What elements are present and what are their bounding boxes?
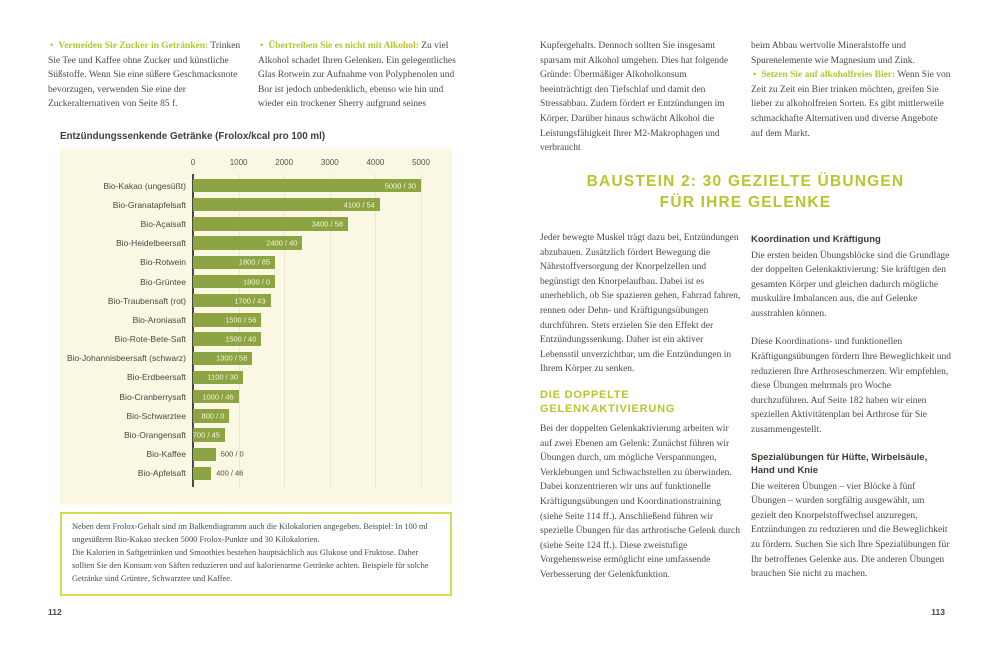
subsection-heading: Spezialübungen für Hüfte, Wirbelsäule, Hand und Knie [751, 451, 928, 477]
bar [193, 217, 348, 230]
bar-row [60, 176, 452, 195]
bar-value-label: 5000 / 30 [384, 181, 416, 191]
bar [193, 294, 271, 307]
bar-row [60, 234, 452, 253]
right-column-2-top [751, 39, 951, 141]
bar-track [193, 390, 452, 403]
bar-track [193, 236, 452, 249]
bar-category-label: Bio-Açaisaft [140, 218, 186, 229]
bar-track [193, 294, 452, 307]
bar-track [193, 332, 452, 345]
page-number-left: 112 [48, 607, 62, 617]
section-heading-line1: BAUSTEIN 2: 30 GEZIELTE ÜBUNGEN [586, 173, 905, 190]
bar-category-label: Bio-Erdbeersaft [126, 372, 186, 383]
bar-track [193, 198, 452, 211]
bar-track [193, 371, 452, 384]
bar-chart [60, 149, 452, 505]
bar-value-label: 1000 / 46 [202, 392, 234, 402]
paragraph: Kupfergehalts. Dennoch sollten Sie insgesamt sparsam mit Alkohol umgehen. Dies hat folgende Gründe: Übermäßiger Alkoholkonsum beeinträchtigt den Tiefschlaf und damit den Stressabbau. Zudem fördert er Entzündungen im Körper. Darüber hinaus schwächt Alkohol die Leistungsfähigkeit Ihrer M2-Makrophagen und verbraucht [540, 41, 729, 154]
bar [193, 448, 244, 461]
section-heading-line2: FÜR IHRE GELENKE [659, 194, 832, 211]
section-heading [540, 171, 951, 213]
bar-value-label: 400 / 46 [216, 468, 244, 478]
bar [193, 409, 229, 422]
bar-category-label: Bio-Traubensaft (rot) [107, 295, 186, 306]
bar-track [193, 179, 452, 192]
bar-row [60, 349, 452, 368]
bar-row [60, 330, 452, 349]
x-axis-ticks [190, 158, 430, 170]
bar-value-label: 1300 / 58 [215, 353, 248, 363]
bar-track [193, 428, 452, 441]
bar-value-label: 1100 / 30 [207, 372, 239, 382]
bar-value-label: 1500 / 56 [225, 315, 257, 325]
bar-category-label: Bio-Rote-Bete-Saft [114, 334, 186, 345]
x-tick-label: 5000 [412, 158, 430, 167]
bar-track [193, 448, 452, 461]
bar-track [193, 409, 452, 422]
bar-category-label: Bio-Grüntee [140, 276, 186, 287]
bar-category-label: Bio-Apfelsaft [137, 468, 186, 479]
bar-row [60, 445, 452, 464]
bar-value-label: 800 / 0 [201, 411, 225, 421]
bar-row [60, 387, 452, 406]
bullet-lead: Setzen Sie auf alkoholfreies Bier: [761, 70, 896, 81]
right-column-1-top [540, 39, 740, 156]
paragraph: Diese Koordinations- und funktionellen Kräftigungsübungen fördern Ihre Beweglichkeit und reduzieren Ihre Arthroseschmerzen. Wir empfehlen, diese Übungen mehrmals pro Woche durchzuführen. Auf Seite 182 haben wir einen speziellen Aktivitätenplan bei Arthrose für Sie zusammengestellt. [751, 337, 951, 436]
bar [193, 236, 302, 249]
bar-value-label: 1500 / 40 [225, 334, 257, 344]
bar [193, 390, 239, 403]
bar [193, 428, 225, 441]
bar [193, 371, 243, 384]
left-column-2 [258, 39, 458, 112]
subsection-heading: Koordination und Kräftigung [751, 234, 881, 245]
footnote-box [60, 512, 452, 596]
bar-category-label: Bio-Heidelbeersaft [116, 238, 186, 249]
footnote-paragraph: Neben dem Frolox-Gehalt sind im Balkendiagramm auch die Kilokalorien angegeben. Beispiel: In 100 ml ungesüßtem Bio-Kakao stecken 5000 Frolox-Punkte und 30 Kilokalorien. [72, 522, 428, 544]
bar [193, 332, 261, 345]
bar-track [193, 217, 452, 230]
x-tick-label: 1000 [229, 158, 248, 167]
bar [193, 275, 275, 288]
chart-title: Entzündungssenkende Getränke (Frolox/kcal pro 100 ml) [60, 131, 326, 142]
bullet-item: • Setzen Sie auf alkoholfreies Bier: Wenn Sie von Zeit zu Zeit ein Bier trinken möchten, greifen Sie lieber zu alkoholfreien Sorten. Es gibt mittlerweile schmackhafte Alternativen und diverse Angebote auf dem Markt. [751, 70, 951, 139]
bar-category-label: Bio-Johannisbeersaft (schwarz) [66, 353, 186, 364]
bar-row [60, 214, 452, 233]
bar [193, 313, 261, 326]
bar-row [60, 310, 452, 329]
paragraph: Die weiteren Übungen – vier Blöcke à fünf Übungen – wurden sorgfältig ausgewählt, um gezielt den Knorpelstoffwechsel anzuregen, Entzündungen zu reduzieren und die Beweglichkeit zu fördern. Suchen Sie sich Ihre Spezialübungen für Ihr betroffenes Gelenke aus. Die anderen Übungen brauchen Sie nicht zu machen. [751, 481, 950, 580]
bar-value-label: 2400 / 40 [266, 238, 298, 248]
paragraph: Die ersten beiden Übungsblöcke sind die Grundlage der doppelten Gelenkaktivierung: Sie kräftigen den gesamten Körper und gleichen dadurch mögliche muskuläre Imbalancen aus, die auf Gelenke ausstrahlen können. [751, 250, 950, 319]
bar-category-label: Bio-Schwarztee [126, 410, 186, 421]
paragraph: Jeder bewegte Muskel trägt dazu bei, Entzündungen abzubauen. Zusätzlich fördert Bewegung die Nährstoffversorgung der Knorpelzellen und begünstigt den Knorpelaufbau. Dabei ist es unerheblich, ob Sie spazieren gehen, Fahrrad fahren, rennen oder Dehn- und Kräftigungsübungen durchführen. Stets erzielen Sie den Effekt der Entzündungssenkung. Daher ist ein aktiver Lebensstil unverzichtbar, um die Entzündungen in Ihrem Körper zu senken. [540, 233, 741, 375]
page-number-right: 113 [931, 607, 945, 617]
bar-row [60, 195, 452, 214]
bar-row [60, 406, 452, 425]
footnote-paragraph: Die Kalorien in Saftgetränken und Smoothies bestehen hauptsächlich aus Glukose und Fruktose. Daher sollten Sie den Konsum von Säften reduzieren und auf kalorienarme Getränke achten. Beispiele für solche Getränke sind Grüntee, Schwarztee und Kaffee. [72, 547, 429, 583]
bar-category-label: Bio-Kaffee [146, 449, 186, 460]
paragraph: beim Abbau wertvolle Mineralstoffe und Spurenelemente wie Magnesium und Zink. [751, 41, 915, 66]
left-column-1 [48, 39, 249, 112]
subsection-heading: DIE DOPPELTE GELENKAKTIVIERUNG [540, 388, 676, 415]
x-tick-label: 2000 [275, 158, 294, 167]
bar-row [60, 425, 452, 444]
bar-row [60, 253, 452, 272]
bullet-lead: Übertreiben Sie es nicht mit Alkohol: [268, 41, 419, 51]
x-tick-label: 0 [190, 158, 196, 167]
bar-value-label: 1800 / 0 [242, 277, 271, 287]
right-column-2-main [751, 233, 951, 582]
bar-category-label: Bio-Granatapfelsaft [112, 199, 186, 210]
bar-value-label: 500 / 0 [220, 449, 244, 459]
paragraph: Bei der doppelten Gelenkaktivierung arbeiten wir auf zwei Ebenen am Gelenk: Zunächst führen wir Übungen durch, um mögliche Verspannungen, Verklebungen und Schwachstellen zu überwinden. Dabei konzentrieren wir uns auf funktionelle Kräftigungsübungen und Koordinationstraining (siehe Seite 114 ff.). Anschließend führen wir spezielle Übungen für das arthrotische Gelenk durch (siehe Seite 124 ff.). Diese zweistufige Vorgehensweise ermöglicht eine umfassende Verbesserung der Gelenkfunktion. [540, 423, 740, 580]
bar-row [60, 291, 452, 310]
chart-bars [60, 176, 452, 483]
right-column-1-main [540, 231, 741, 582]
bar-category-label: Bio-Kakao (ungesüßt) [103, 180, 186, 191]
bar-category-label: Bio-Cranberrysaft [119, 391, 186, 402]
bar [193, 467, 244, 480]
bar [193, 198, 380, 211]
bar-value-label: 3400 / 58 [311, 219, 344, 229]
bar [193, 179, 421, 192]
bar-value-label: 700 / 45 [192, 430, 220, 440]
x-tick-label: 4000 [366, 158, 385, 167]
bullet-lead: Vermeiden Sie Zucker in Getränken: [58, 41, 209, 51]
bar-track [193, 467, 452, 480]
bar-value-label: 1800 / 85 [238, 257, 271, 267]
bullet-item: • Übertreiben Sie es nicht mit Alkohol: Zu viel Alkohol schadet Ihren Gelenken. Ein gelegentliches Glas Rotwein zur Aufnahme von Polyphenolen und Bor ist jedoch unbedenklich, ebenso wie hin und wieder ein trockener Sherry aufgrund seines [258, 41, 456, 110]
bar-track [193, 275, 452, 288]
bullet-item: • Vermeiden Sie Zucker in Getränken: Trinken Sie Tee und Kaffee ohne Zucker und künstliche Süßstoffe. Wenn Sie eine süßere Geschmacksnote bevorzugen, verwenden Sie eine der Zuckeralternativen von Seite 85 f. [48, 41, 241, 110]
bar-category-label: Bio-Orangensaft [124, 430, 186, 441]
bar [193, 352, 252, 365]
x-tick-label: 3000 [320, 158, 339, 167]
bar-row [60, 272, 452, 291]
bar-value-label: 1700 / 43 [234, 296, 266, 306]
bar-category-label: Bio-Rotwein [140, 257, 186, 268]
bar-row [60, 464, 452, 483]
bullet-icon: • [50, 41, 54, 51]
bar-row [60, 368, 452, 387]
bar-track [193, 352, 452, 365]
bar-track [193, 313, 452, 326]
bar [193, 256, 275, 269]
bar-category-label: Bio-Aroniasaft [132, 314, 186, 325]
bullet-icon: • [753, 70, 757, 81]
bar-track [193, 256, 452, 269]
bullet-icon: • [260, 41, 264, 51]
bar-value-label: 4100 / 54 [343, 200, 375, 210]
